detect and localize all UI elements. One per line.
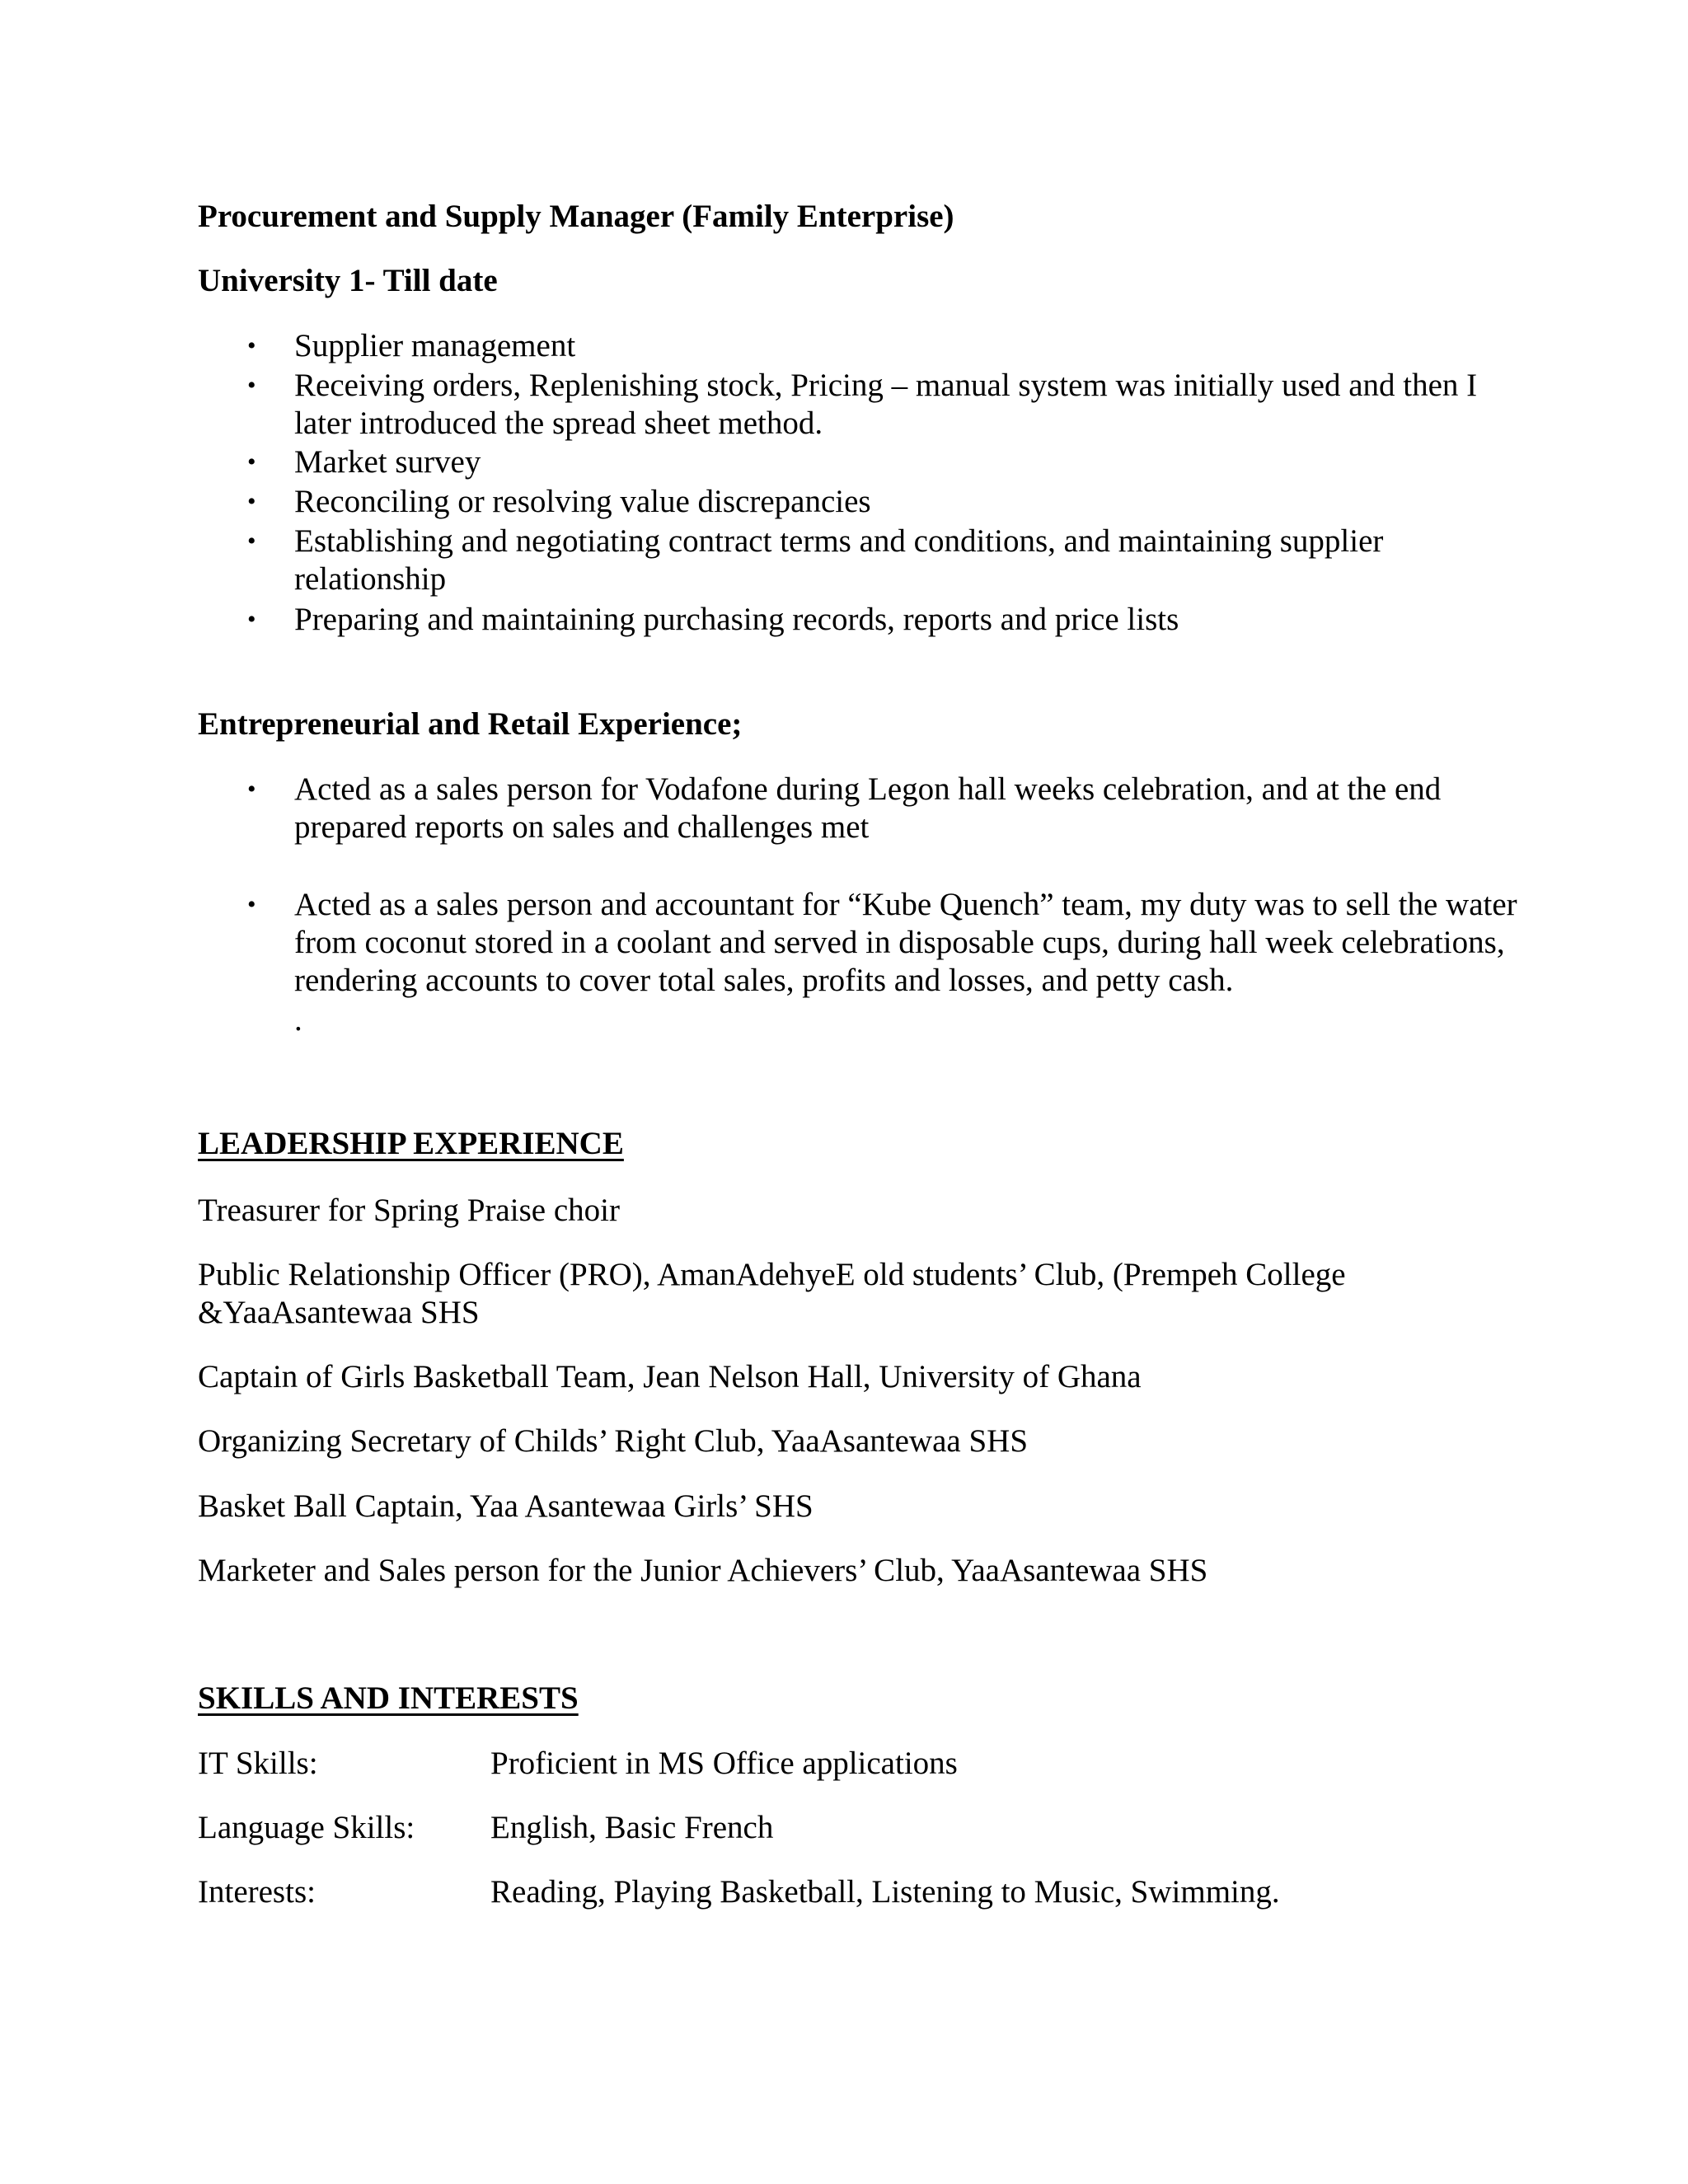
experience-item: Acted as a sales person and accountant for “Kube Quench” team, my duty was to sell the water from coconut stored in a coolant and served in disposable cups, during hall week celebrations, rendering accounts to cover total sales, profits and losses, and petty cash. bbox=[294, 887, 1517, 998]
job-title: Procurement and Supply Manager (Family Enterprise) bbox=[198, 199, 954, 234]
duty-item: Establishing and negotiating contract terms and conditions, and maintaining supplier relationship bbox=[294, 523, 1384, 597]
leadership-item: Basket Ball Captain, Yaa Asantewaa Girls’ SHS bbox=[198, 1488, 814, 1524]
leadership-item: Organizing Secretary of Childs’ Right Club, YaaAsantewaa SHS bbox=[198, 1423, 1029, 1459]
duty-item: Reconciling or resolving value discrepancies bbox=[294, 484, 871, 519]
skills-heading: SKILLS AND INTERESTS bbox=[198, 1680, 579, 1716]
bullet-icon: • bbox=[247, 448, 256, 476]
skill-label-it: IT Skills: bbox=[198, 1746, 318, 1781]
job-period: University 1- Till date bbox=[198, 263, 498, 298]
duty-item: Preparing and maintaining purchasing records, reports and price lists bbox=[294, 602, 1179, 637]
skill-label-language: Language Skills: bbox=[198, 1810, 415, 1845]
leadership-item: Captain of Girls Basketball Team, Jean Nelson Hall, University of Ghana bbox=[198, 1359, 1142, 1394]
leadership-item: Treasurer for Spring Praise choir bbox=[198, 1193, 620, 1228]
leadership-item: Marketer and Sales person for the Junior Achievers’ Club, YaaAsantewaa SHS bbox=[198, 1553, 1208, 1588]
bullet-icon: • bbox=[247, 776, 256, 803]
bullet-icon: • bbox=[247, 606, 256, 633]
duty-item: Market survey bbox=[294, 444, 481, 480]
skill-value-interests: Reading, Playing Basketball, Listening to Music, Swimming. bbox=[490, 1874, 1280, 1910]
bullet-icon: • bbox=[247, 332, 256, 359]
entrepreneurial-title: Entrepreneurial and Retail Experience; bbox=[198, 706, 743, 742]
skill-value-it: Proficient in MS Office applications bbox=[490, 1746, 958, 1781]
duty-item: Receiving orders, Replenishing stock, Pricing – manual system was initially used and then I later introduced the spread sheet method. bbox=[294, 368, 1478, 441]
skill-label-interests: Interests: bbox=[198, 1874, 316, 1910]
bullet-icon: • bbox=[247, 891, 256, 918]
bullet-icon: • bbox=[247, 488, 256, 515]
bullet-icon: • bbox=[247, 527, 256, 555]
experience-item: Acted as a sales person for Vodafone during Legon hall weeks celebration, and at the end prepared reports on sales and challenges met bbox=[294, 771, 1442, 845]
leadership-heading: LEADERSHIP EXPERIENCE bbox=[198, 1126, 624, 1161]
trailing-dot: . bbox=[294, 1002, 302, 1038]
leadership-item: Public Relationship Officer (PRO), AmanAdehyeE old students’ Club, (Prempeh College bbox=[198, 1257, 1346, 1292]
bullet-icon: • bbox=[247, 372, 256, 399]
leadership-item: &YaaAsantewaa SHS bbox=[198, 1295, 480, 1330]
duty-item: Supplier management bbox=[294, 328, 576, 363]
skill-value-language: English, Basic French bbox=[490, 1810, 774, 1845]
